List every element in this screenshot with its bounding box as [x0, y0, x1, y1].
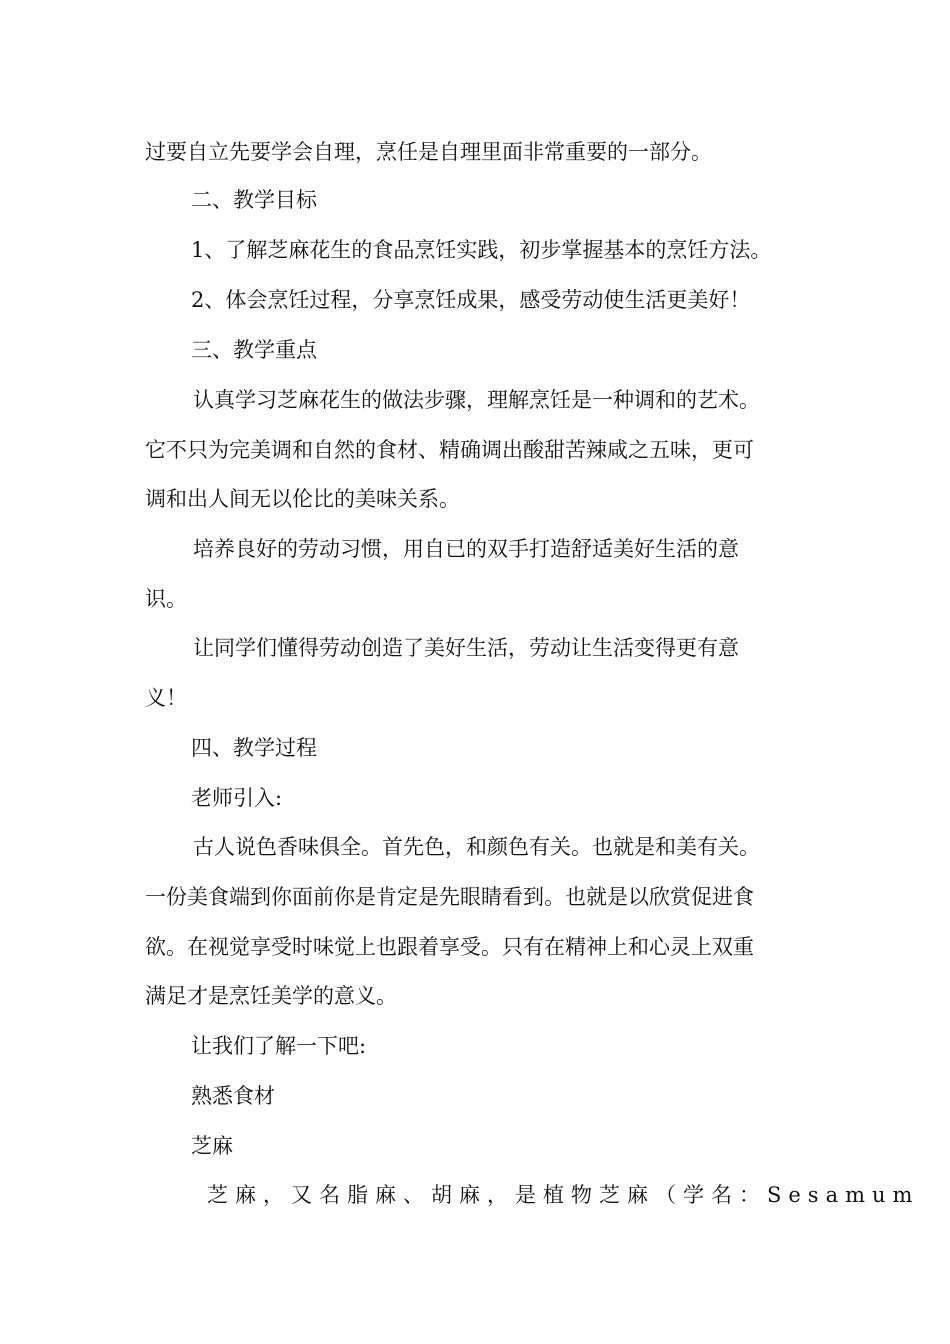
paragraph-line: 识。 [145, 587, 187, 611]
paragraph-line: 培养良好的劳动习惯，用自已的双手打造舒适美好生活的意 [193, 537, 739, 561]
sub-heading: 芝麻 [191, 1134, 233, 1158]
paragraph-line: 义！ [145, 686, 187, 710]
paragraph-line: 调和出人间无以伦比的美味关系。 [145, 487, 460, 511]
sub-heading: 熟悉食材 [191, 1084, 275, 1108]
list-item: 1、了解芝麻花生的食品烹饪实践，初步掌握基本的烹饪方法。 [191, 238, 772, 262]
paragraph-line: 老师引入: [191, 786, 283, 810]
paragraph-line: 欲。在视觉享受时味觉上也跟着享受。只有在精神上和心灵上双重 [145, 935, 754, 959]
paragraph-line: 它不只为完美调和自然的食材、精确调出酸甜苦辣咸之五味，更可 [145, 438, 754, 462]
section-heading: 四、教学过程 [191, 736, 317, 760]
paragraph-line: 让我们了解一下吧: [191, 1034, 367, 1058]
paragraph-line: 满足才是烹饪美学的意义。 [145, 984, 397, 1008]
list-item: 2、体会烹饪过程，分享烹饪成果，感受劳动使生活更美好！ [191, 288, 751, 312]
section-heading: 三、教学重点 [191, 338, 317, 362]
paragraph-line: 芝麻，又名脂麻、胡麻，是植物芝麻（学名：Sesamum [207, 1183, 920, 1207]
section-heading: 二、教学目标 [191, 188, 317, 212]
paragraph-line: 过要自立先要学会自理，烹任是自理里面非常重要的一部分。 [145, 140, 712, 164]
paragraph-line: 让同学们懂得劳动创造了美好生活，劳动让生活变得更有意 [193, 636, 739, 660]
paragraph-line: 一份美食端到你面前你是肯定是先眼睛看到。也就是以欣赏促进食 [145, 885, 754, 909]
paragraph-line: 古人说色香味俱全。首先色，和颜色有关。也就是和美有关。 [193, 835, 760, 859]
paragraph-line: 认真学习芝麻花生的做法步骤，理解烹饪是一种调和的艺术。 [193, 388, 760, 412]
